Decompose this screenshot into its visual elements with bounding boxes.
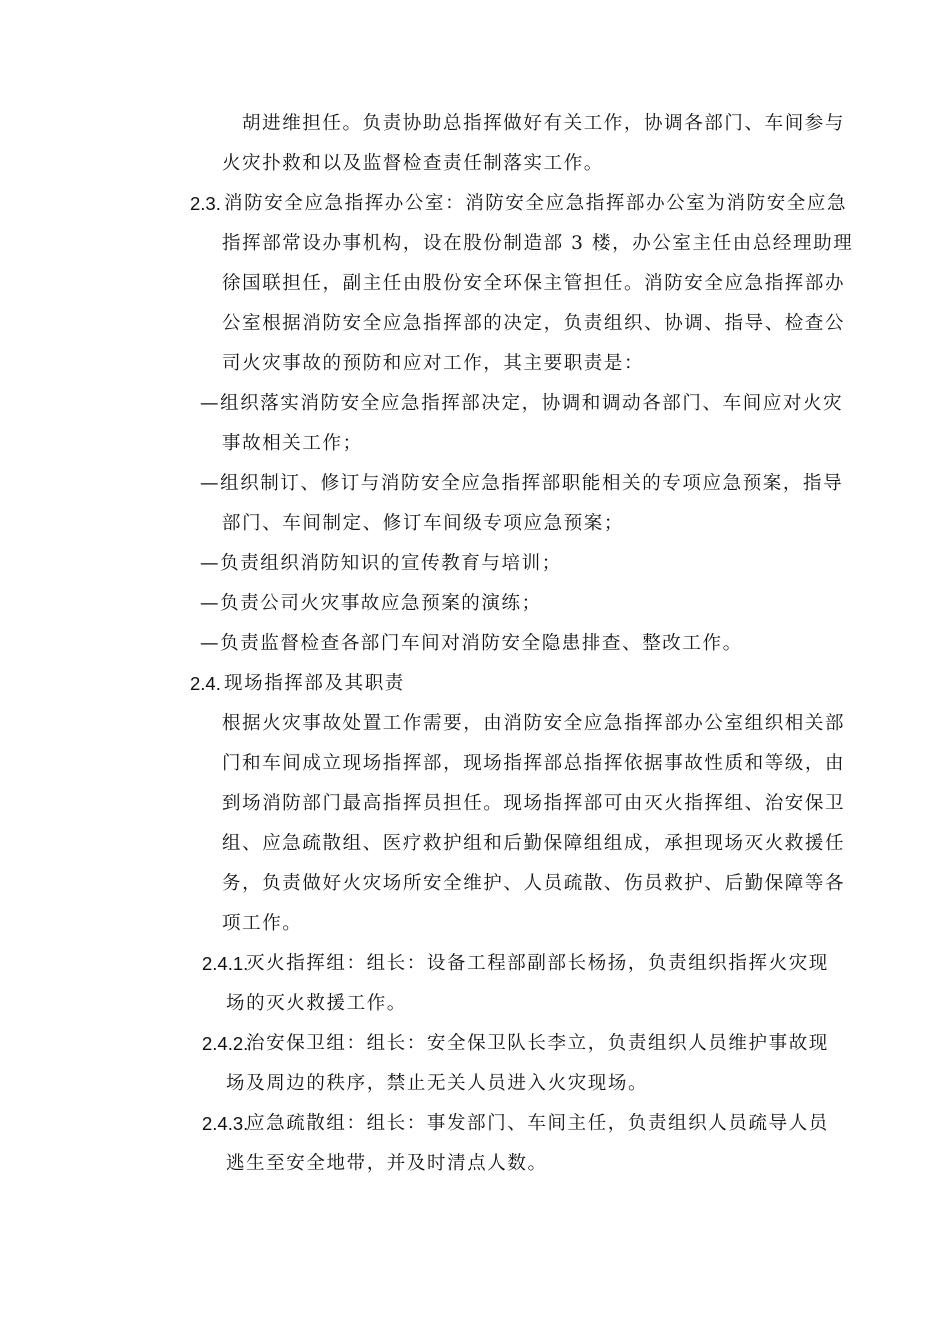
- text-line: 指挥部常设办事机构，设在股份制造部 3 楼，办公室主任由总经理助理: [222, 233, 854, 254]
- text-line: 组、应急疏散组、医疗救护组和后勤保障组组成，承担现场灭火救援任: [222, 833, 846, 854]
- text-line: 公室根据消防安全应急指挥部的决定，负责组织、协调、指导、检查公: [222, 313, 846, 334]
- section-number: 2.4.3.: [202, 1113, 249, 1134]
- section-number: 2.4.: [190, 673, 221, 694]
- text-line: 消防安全应急指挥办公室：消防安全应急指挥部办公室为消防安全应急: [224, 193, 848, 214]
- text-line: 项工作。: [222, 913, 303, 934]
- section-number: 2.4.1.: [202, 953, 249, 974]
- list-item: —组织落实消防安全应急指挥部决定，协调和调动各部门、车间应对火灾: [200, 393, 844, 414]
- text-line: 火灾扑救和以及监督检查责任制落实工作。: [222, 153, 604, 174]
- text-line: 逃生至安全地带，并及时清点人数。: [226, 1153, 548, 1174]
- text-line: 应急疏散组：组长：事发部门、车间主任，负责组织人员疏导人员: [246, 1113, 829, 1134]
- list-item: —负责组织消防知识的宣传教育与培训；: [200, 553, 562, 574]
- text-line: 胡进维担任。负责协助总指挥做好有关工作，协调各部门、车间参与: [242, 113, 846, 134]
- text-line: 治安保卫组：组长：安全保卫队长李立，负责组织人员维护事故现: [246, 1033, 829, 1054]
- text-line: 门和车间成立现场指挥部，现场指挥部总指挥依据事故性质和等级，由: [222, 753, 846, 774]
- section-number: 2.3.: [190, 193, 221, 214]
- text-line: 根据火灾事故处置工作需要，由消防安全应急指挥部办公室组织相关部: [222, 713, 846, 734]
- list-item: —负责公司火灾事故应急预案的演练；: [200, 593, 542, 614]
- text-line: 事故相关工作；: [222, 433, 363, 454]
- list-item: —负责监督检查各部门车间对消防安全隐患排查、整改工作。: [200, 633, 743, 654]
- text-line: 场的灭火救援工作。: [226, 993, 407, 1014]
- section-number: 2.4.2.: [202, 1033, 249, 1054]
- text-line: 部门、车间制定、修订车间级专项应急预案；: [222, 513, 625, 534]
- text-line: 徐国联担任，副主任由股份安全环保主管担任。消防安全应急指挥部办: [222, 273, 846, 294]
- list-item: —组织制订、修订与消防安全应急指挥部职能相关的专项应急预案，指导: [200, 473, 844, 494]
- text-line: 灭火指挥组：组长：设备工程部副部长杨扬，负责组织指挥火灾现: [246, 953, 829, 974]
- text-line: 场及周边的秩序，禁止无关人员进入火灾现场。: [226, 1073, 649, 1094]
- text-line: 到场消防部门最高指挥员担任。现场指挥部可由灭火指挥组、治安保卫: [222, 793, 846, 814]
- text-line: 务，负责做好火灾场所安全维护、人员疏散、伤员救护、后勤保障等各: [222, 873, 846, 894]
- section-heading: 现场指挥部及其职责: [224, 673, 405, 694]
- text-line: 司火灾事故的预防和应对工作，其主要职责是：: [222, 353, 645, 374]
